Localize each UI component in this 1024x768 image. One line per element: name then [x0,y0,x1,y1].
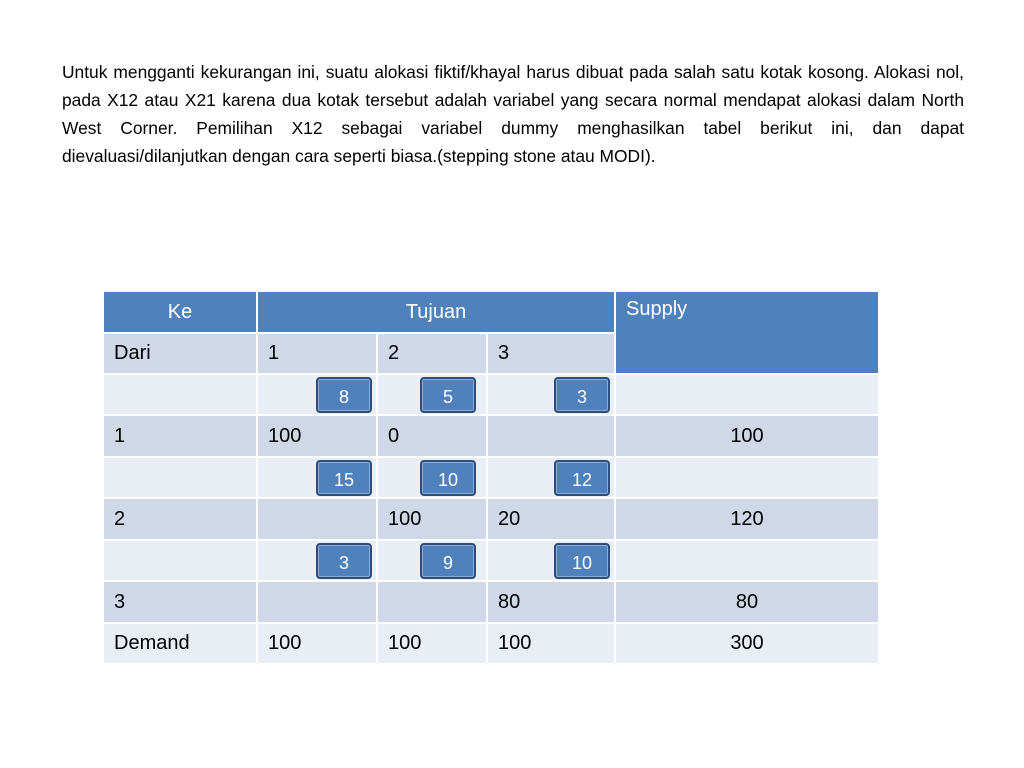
cost-box: 3 [316,543,372,579]
demand-label: Demand [103,623,257,664]
allocation-cell: 0 [377,415,487,457]
allocation-cell [257,498,377,540]
allocation-cell [377,581,487,623]
dest-3-label: 3 [487,333,615,374]
cost-row [103,457,879,498]
supply-value: 120 [615,498,879,540]
header-tujuan: Tujuan [257,291,615,333]
header-ke: Ke [103,291,257,333]
cost-box: 5 [420,377,476,413]
table-row [103,581,879,623]
transportation-table [102,290,880,665]
cost-box: 8 [316,377,372,413]
demand-value: 100 [257,623,377,664]
header-supply: Supply [615,291,879,374]
table-row [103,415,879,457]
supply-value: 80 [615,581,879,623]
body-paragraph: Untuk mengganti kekurangan ini, suatu alokasi fiktif/khayal harus dibuat pada salah satu kotak kosong. Alokasi nol, pada X12 atau X21 karena dua kotak tersebut adalah variabel yang secara normal mendapat alokasi dalam North West Corner. Pemilihan X12 sebagai variabel dummy menghasilkan tabel berikut ini, dan dapat dievaluasi/dilanjutkan dengan cara seperti biasa.(stepping stone atau MODI). [62,62,964,166]
table-row [103,498,879,540]
cost-row [103,374,879,415]
cost-box: 15 [316,460,372,496]
cost-row [103,540,879,581]
allocation-cell: 80 [487,581,615,623]
total-value: 300 [615,623,879,664]
cost-box: 10 [420,460,476,496]
allocation-cell [257,581,377,623]
allocation-cell: 100 [257,415,377,457]
supply-value: 100 [615,415,879,457]
allocation-cell [487,415,615,457]
allocation-cell: 100 [377,498,487,540]
dest-1-label: 1 [257,333,377,374]
cost-box: 9 [420,543,476,579]
source-label: 3 [103,581,257,623]
demand-row [103,623,879,664]
source-label: 1 [103,415,257,457]
dest-2-label: 2 [377,333,487,374]
source-label: 2 [103,498,257,540]
header-dari: Dari [103,333,257,374]
demand-value: 100 [377,623,487,664]
demand-value: 100 [487,623,615,664]
allocation-cell: 20 [487,498,615,540]
cost-box: 3 [554,377,610,413]
cost-box: 10 [554,543,610,579]
cost-box: 12 [554,460,610,496]
